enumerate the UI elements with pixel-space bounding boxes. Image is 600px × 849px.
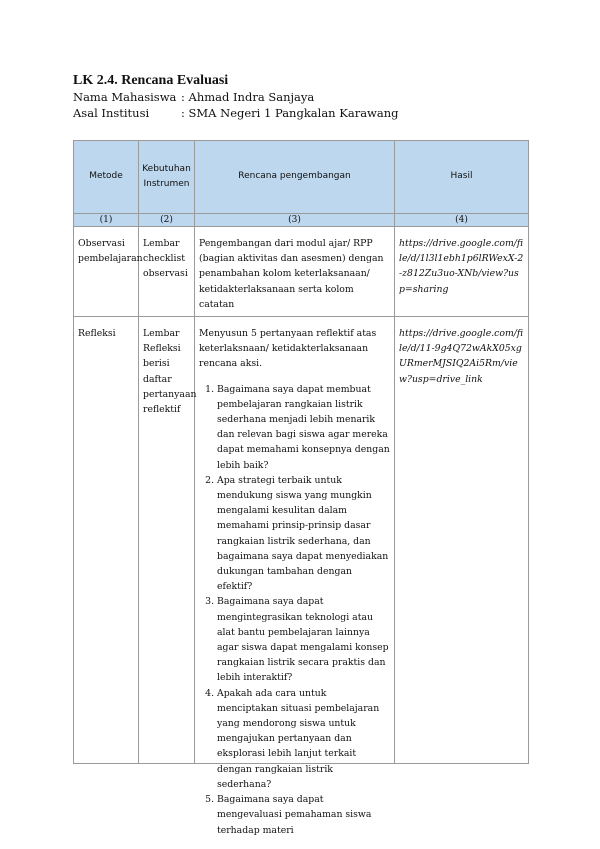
reflective-question: 2. Apa strategi terbaik untuk mendukung siswa yang mungkin mengalami kesulitan dalam memahami prinsip-prinsip dasar rangkaian listrik sederhana, dan bagaimana saya dapat menyediakan dukungan tambahan dengan efektif? — [217, 473, 390, 595]
cell-kebutuhan: Lembar Refleksi berisi daftar pertanyaan reflektif — [139, 317, 195, 764]
table-row — [74, 227, 529, 317]
table-row — [74, 317, 529, 764]
reflective-question: 5. Bagaimana saya dapat mengevaluasi pemahaman siswa terhadap materi — [217, 792, 390, 838]
page-title: LK 2.4. Rencana Evaluasi — [73, 73, 229, 88]
institution-label: Asal Institusi — [73, 106, 150, 120]
cell-kebutuhan: Lembar checklist observasi — [139, 227, 195, 317]
student-name-row — [73, 89, 533, 105]
rencana-content — [199, 326, 390, 836]
reflective-question: 1. Bagaimana saya dapat membuat pembelajaran rangkaian listrik sederhana menjadi lebih menarik dan relevan bagi siswa agar mereka dapat memahami konsepnya dengan lebih baik? — [217, 382, 390, 473]
document-header — [73, 72, 533, 121]
result-link[interactable]: https://drive.google.com/file/d/11-9g4Q72wAkX05xgURmerMJSIQ2Ai5Rm/view?usp=drive_link — [395, 317, 529, 764]
reflective-question: 3. Bagaimana saya dapat mengintegrasikan teknologi atau alat bantu pembelajaran lainnya agar siswa dapat mengalami konsep rangkaian listrik secara praktis dan lebih interaktif? — [217, 594, 390, 685]
header-kebutuhan-instrumen: Kebutuhan Instrumen — [139, 141, 195, 214]
header-hasil: Hasil — [395, 141, 529, 214]
cell-rencana — [195, 317, 395, 836]
evaluation-plan-table — [73, 140, 529, 836]
student-name-value: : Ahmad Indra Sanjaya — [181, 90, 315, 104]
institution-row — [73, 105, 533, 121]
header-rencana-pengembangan: Rencana pengembangan — [195, 141, 395, 214]
column-number-row — [74, 214, 529, 227]
column-number: (4) — [395, 214, 529, 227]
column-number: (3) — [195, 214, 395, 227]
reflective-question: 4. Apakah ada cara untuk menciptakan situasi pembelajaran yang mendorong siswa untuk mengajukan pertanyaan dan eksplorasi lebih lanjut terkait dengan rangkaian listrik sederhana? — [217, 686, 390, 792]
column-number: (2) — [139, 214, 195, 227]
result-link[interactable]: https://drive.google.com/file/d/1l3l1ebh1p6lRWexX-2-z812Zu3uo-XNb/view?usp=sharing — [395, 227, 529, 317]
reflective-question-list — [199, 382, 390, 838]
institution-value: : SMA Negeri 1 Pangkalan Karawang — [181, 106, 399, 120]
column-number: (1) — [74, 214, 139, 227]
table-header-row — [74, 141, 529, 214]
cell-metode: Refleksi — [74, 317, 139, 764]
header-metode: Metode — [74, 141, 139, 214]
cell-metode: Observasi pembelajaran — [74, 227, 139, 317]
rencana-intro: Menyusun 5 pertanyaan reflektif atas keterlaksnaan/ ketidakterlaksanaan rencana aksi. — [199, 328, 377, 370]
cell-rencana: Pengembangan dari modul ajar/ RPP (bagian aktivitas dan asesmen) dengan penambahan kolom keterlaksanaan/ ketidakterlaksanaan serta kolom catatan — [195, 227, 395, 317]
student-name-label: Nama Mahasiswa — [73, 90, 177, 104]
